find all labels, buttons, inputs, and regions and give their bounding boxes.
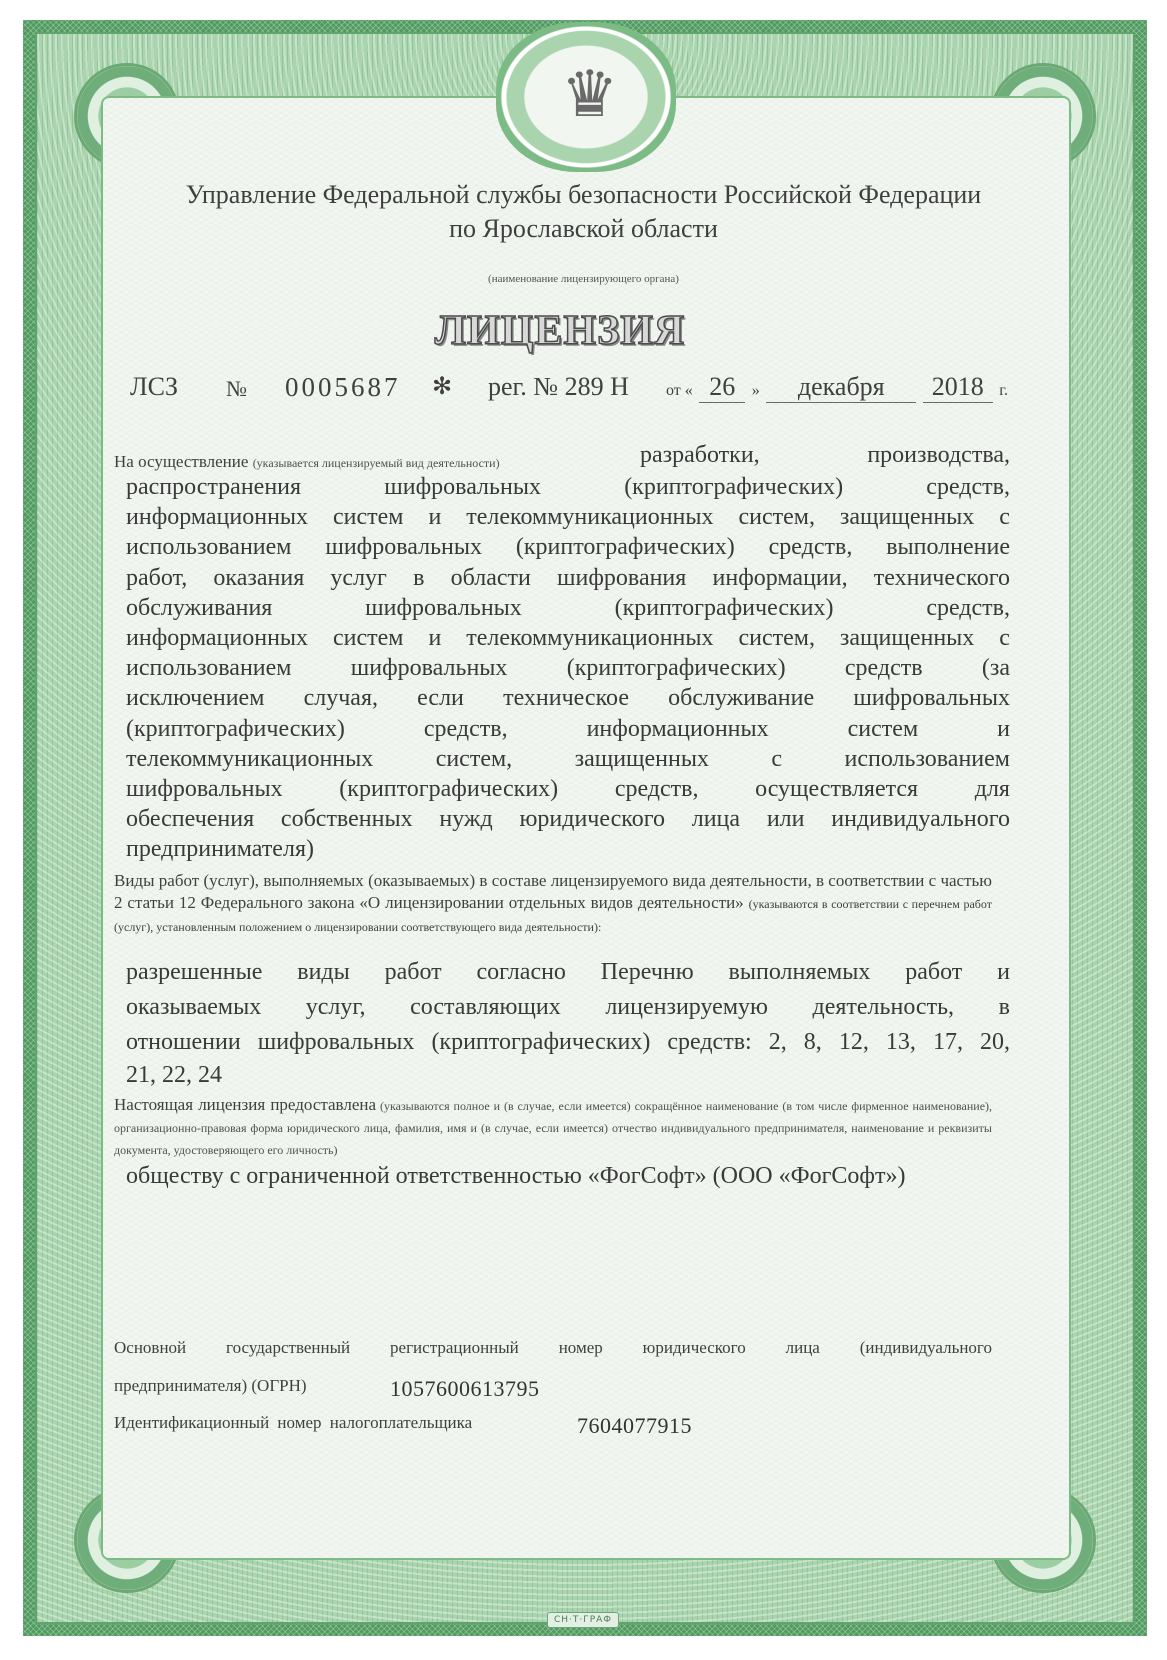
word: исключением [126, 685, 265, 712]
license-series: ЛСЗ [130, 372, 179, 401]
word: в [998, 994, 1010, 1020]
word: услуг, [305, 994, 366, 1020]
word: техническое [503, 685, 629, 712]
word: шифровальных [384, 474, 541, 500]
word: разрешенные [126, 959, 263, 985]
date-month: декабря [766, 372, 916, 403]
word: согласно [476, 959, 566, 985]
activity-first-line [640, 442, 1010, 469]
word: 8, [803, 1029, 822, 1055]
activity-label: На осуществление [114, 452, 249, 471]
word: и [997, 715, 1010, 742]
date-mid: » [751, 382, 760, 399]
activity-line [126, 502, 1010, 532]
word: в [413, 564, 425, 591]
word: собственных [280, 806, 413, 833]
licensee-name: обществу с ограниченной ответственностью «ФогСофт» (ООО «ФогСофт») [126, 1163, 906, 1189]
activity-line [126, 804, 1010, 834]
word: индивидуального [831, 806, 1010, 833]
word: работ, [126, 564, 188, 591]
word: шифрования [557, 564, 687, 591]
word: лица [691, 806, 741, 833]
word: (криптографических) [624, 474, 844, 500]
word: составляющих [410, 994, 561, 1020]
word: с [771, 745, 783, 772]
activity-line [126, 683, 1010, 713]
word: систем, [738, 504, 815, 531]
date-prefix: от « [666, 382, 693, 399]
word: (криптографических) [339, 775, 559, 802]
word: телекоммуникационных [466, 624, 714, 651]
granted-label [114, 1094, 992, 1161]
works-hint: (указываются в соответствии с перечнем работ (услуг), установленным положением о лицензировании соответствующего вида деятельности): [114, 897, 993, 934]
word: области [450, 564, 531, 591]
word: информации, [712, 564, 848, 591]
word: распространения [126, 474, 302, 500]
works-line [126, 1025, 1010, 1060]
activity-line [126, 563, 1010, 593]
activity-line [126, 834, 1010, 864]
word: работ [384, 959, 442, 985]
activity-word: разработки, [640, 442, 760, 468]
word: телекоммуникационных [466, 504, 714, 531]
activity-line [126, 623, 1010, 653]
date-year-suffix: г. [999, 382, 1009, 399]
word: с [999, 624, 1010, 651]
word: осуществляется [755, 775, 919, 802]
date-day: 26 [699, 372, 745, 403]
activity-line [126, 774, 1010, 804]
works-label [114, 870, 992, 938]
activity-label-row [114, 452, 500, 472]
document-title: ЛИЦЕНЗИЯ [434, 308, 686, 354]
word: использованием [844, 745, 1010, 772]
word: если [417, 685, 464, 712]
word: систем [333, 624, 404, 651]
registration-number: рег. № 289 Н [488, 372, 629, 401]
word: информационных [126, 624, 309, 651]
word: (криптографических) [126, 715, 345, 742]
word: использованием [126, 534, 292, 561]
word: Перечню [600, 959, 694, 985]
granted-hint: (указываются полное и (в случае, если имеется) сокращённое наименование (в том числе фирменное наименование), организационно-правовая форма юридического лица, фамилия, имя и (в случае, если имеется) отчество индивидуального предпринимателя, наименование и реквизиты документа, удостоверяющего его личность) [114, 1099, 993, 1157]
works-line [126, 1060, 1010, 1090]
word: выполнение [886, 534, 1010, 561]
word: и [997, 959, 1010, 985]
word: шифровальных [853, 685, 1010, 712]
coat-of-arms-icon: ♛ [561, 59, 619, 130]
word: средств, [614, 775, 699, 802]
activity-word: производства, [867, 442, 1010, 468]
word: систем, [738, 624, 815, 651]
issue-date [666, 372, 1008, 406]
activity-line [126, 532, 1010, 562]
inn-label: Идентификационный номер налогоплательщика [114, 1413, 473, 1432]
word: 2, [768, 1029, 787, 1055]
word: для [974, 775, 1010, 802]
date-year: 2018 [923, 372, 993, 403]
word: и [428, 504, 442, 531]
word: (криптографических) [431, 1029, 651, 1055]
word: услуг [330, 564, 387, 591]
word: оказания [213, 564, 305, 591]
word: шифровальных [257, 1029, 415, 1055]
word: (за [981, 655, 1010, 682]
word: оказываемых [126, 994, 262, 1020]
activity-line [126, 653, 1010, 683]
word: отношении [126, 1029, 241, 1055]
word: защищенных [839, 504, 975, 531]
word: средств: [667, 1029, 752, 1055]
word: (криптографических) [566, 655, 786, 682]
word: систем [333, 504, 404, 531]
word: работ [905, 959, 963, 985]
word: защищенных [839, 624, 975, 651]
word: систем [847, 715, 919, 742]
word: государственный [226, 1338, 351, 1357]
word: регистрационный [390, 1338, 519, 1357]
word: защищенных [574, 745, 709, 772]
works-label-text: Виды работ (услуг), выполняемых (оказываемых) в составе лицензируемого вида деятельности, в соответствии с частью 2 статьи 12 Федерального закона «О лицензировании отдельных видов деятельности» [114, 871, 992, 912]
word: номер [558, 1338, 603, 1357]
word: 12, [838, 1029, 869, 1055]
word: предпринимателя) [126, 836, 314, 863]
word: 13, [885, 1029, 916, 1055]
word: 17, [932, 1029, 963, 1055]
activity-line [126, 714, 1010, 744]
word: (криптографических) [515, 534, 735, 561]
works-line [126, 955, 1010, 990]
word: использованием [126, 655, 292, 682]
word: средств [844, 655, 923, 682]
word: шифровальных [350, 655, 508, 682]
word: с [999, 504, 1010, 531]
licensing-authority-caption: (наименование лицензирующего органа) [488, 273, 679, 285]
star-icon: ✻ [432, 374, 453, 400]
activity-description [126, 472, 1010, 864]
word: шифровальных [325, 534, 483, 561]
word: шифровальных [126, 775, 283, 802]
granted-label-text: Настоящая лицензия предоставлена [114, 1095, 377, 1114]
word: лицензируемую [605, 994, 768, 1020]
word: обслуживания [126, 594, 273, 621]
word: Основной [114, 1338, 187, 1357]
ogrn-label-line-1 [114, 1338, 992, 1358]
word: средств, [423, 715, 508, 742]
word: 21, 22, 24 [126, 1062, 222, 1088]
license-number: 0005687 [285, 372, 401, 402]
word: юридического [519, 806, 665, 833]
licensing-authority-line-2: по Ярославской области [449, 214, 718, 243]
licensing-authority-line-1: Управление Федеральной службы безопасности Российской Федерации [185, 180, 982, 209]
word: виды [297, 959, 350, 985]
word: случая, [303, 685, 378, 712]
word: технического [873, 564, 1010, 591]
word: обеспечения [126, 806, 255, 833]
word: лица [785, 1338, 820, 1357]
word: (криптографических) [614, 594, 834, 621]
word: средств, [926, 474, 1010, 500]
word: обслуживание [668, 685, 815, 712]
word: (индивидуального [859, 1338, 992, 1357]
works-description [126, 955, 1010, 1090]
activity-hint: (указывается лицензируемый вид деятельности) [252, 456, 500, 470]
word: 20, [979, 1029, 1010, 1055]
word: шифровальных [365, 594, 522, 621]
activity-line [126, 593, 1010, 623]
activity-line [126, 744, 1010, 774]
word: или [766, 806, 805, 833]
word: юридического [642, 1338, 746, 1357]
word: средств, [926, 594, 1010, 621]
number-sign: № [226, 376, 247, 401]
word: выполняемых [728, 959, 871, 985]
word: информационных [126, 504, 309, 531]
printer-mark: СН·Т·ГРАФ [547, 1612, 619, 1628]
inn-value: 7604077915 [577, 1413, 692, 1438]
ogrn-value: 1057600613795 [390, 1376, 540, 1401]
word: систем, [435, 745, 513, 772]
works-line [126, 990, 1010, 1025]
word: деятельность, [812, 994, 955, 1020]
emblem-cartouche [496, 22, 676, 172]
word: средств, [768, 534, 853, 561]
activity-line [126, 472, 1010, 502]
word: и [428, 624, 442, 651]
word: информационных [586, 715, 769, 742]
word: телекоммуникационных [126, 745, 374, 772]
word: нужд [439, 806, 493, 833]
ogrn-label-line-2: предпринимателя) (ОГРН) [114, 1376, 307, 1395]
